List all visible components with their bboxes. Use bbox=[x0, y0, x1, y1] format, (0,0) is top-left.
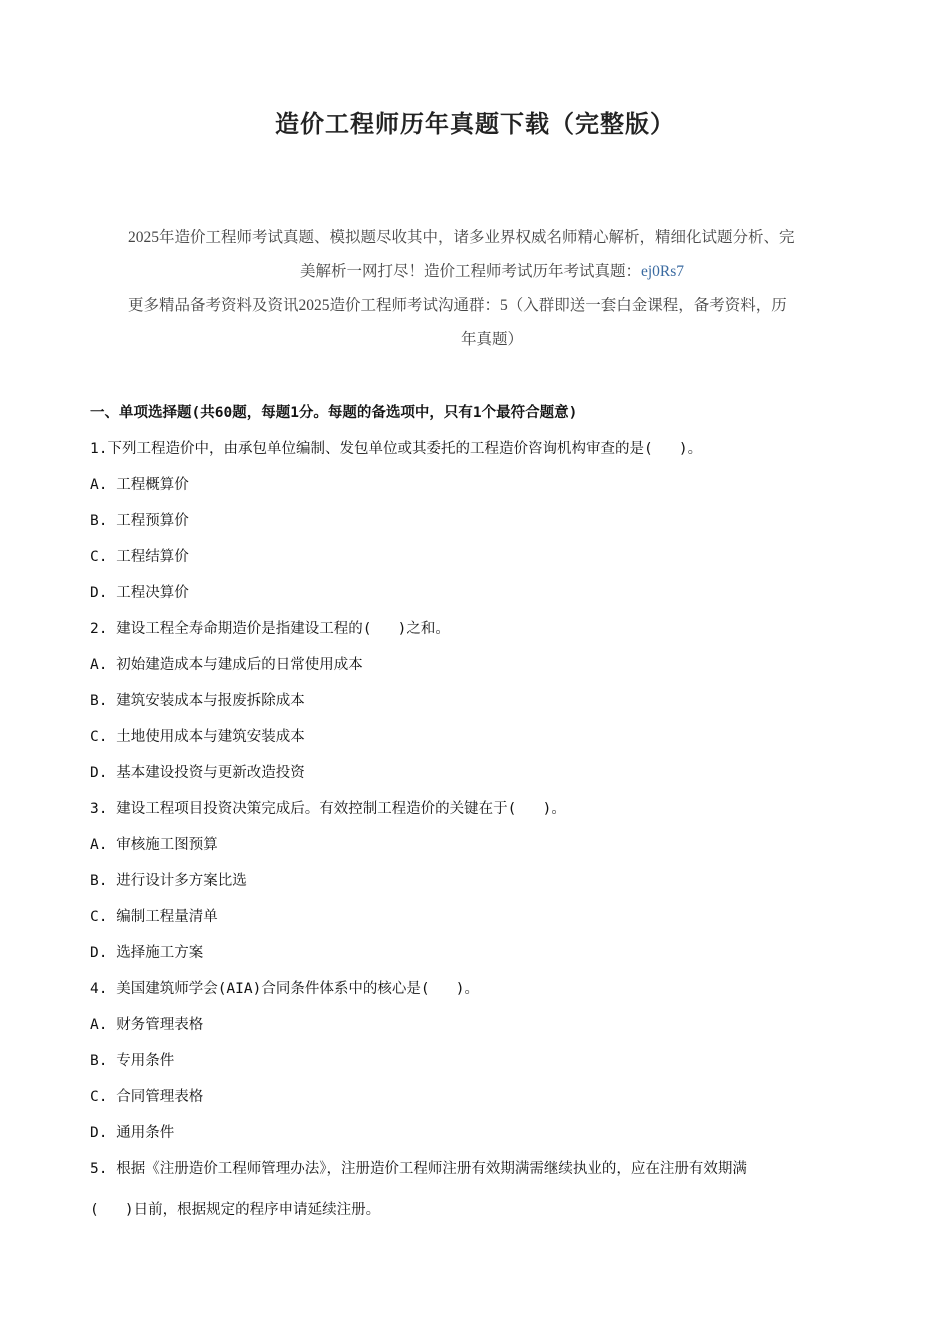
question-line: 2. 建设工程全寿命期造价是指建设工程的( )之和。 bbox=[90, 621, 450, 637]
option-line: C. 合同管理表格 bbox=[90, 1089, 204, 1105]
option-line: B. 建筑安装成本与报废拆除成本 bbox=[90, 693, 305, 709]
intro-line-4: 年真题） bbox=[460, 331, 523, 348]
intro-line-2 bbox=[128, 255, 856, 289]
question-line: 5. 根据《注册造价工程师管理办法》，注册造价工程师注册有效期满需继续执业的，应在注册有效期满 bbox=[90, 1161, 747, 1177]
option-line: D. 工程决算价 bbox=[90, 585, 189, 601]
option-line: D. 选择施工方案 bbox=[90, 945, 204, 961]
intro-line-3: 更多精品备考资料及资讯2025造价工程师考试沟通群：5（入群即送一套白金课程，备考资料，历 bbox=[128, 297, 787, 314]
option-line: B. 专用条件 bbox=[90, 1053, 175, 1069]
document-title: 造价工程师历年真题下载（完整版） bbox=[275, 110, 675, 138]
option-line: C. 土地使用成本与建筑安装成本 bbox=[90, 729, 305, 745]
intro-line-2-text: 美解析一网打尽！造价工程师考试历年考试真题： bbox=[299, 263, 641, 280]
option-line: C. 编制工程量清单 bbox=[90, 909, 218, 925]
intro-block bbox=[128, 221, 856, 357]
intro-line-1: 2025年造价工程师考试真题、模拟题尽收其中，诸多业界权威名师精心解析，精细化试题分析、完 bbox=[128, 229, 795, 246]
option-line: A. 初始建造成本与建成后的日常使用成本 bbox=[90, 657, 363, 673]
question-line: 1.下列工程造价中，由承包单位编制、发包单位或其委托的工程造价咨询机构审查的是( )。 bbox=[90, 441, 703, 457]
option-line: D. 基本建设投资与更新改造投资 bbox=[90, 765, 305, 781]
option-line: B. 工程预算价 bbox=[90, 513, 189, 529]
question-line: 4. 美国建筑师学会(AIA)合同条件体系中的核心是( )。 bbox=[90, 981, 479, 997]
option-line: D. 通用条件 bbox=[90, 1125, 175, 1141]
exam-code: ej0Rs7 bbox=[640, 263, 685, 280]
option-line: C. 工程结算价 bbox=[90, 549, 189, 565]
option-line: A. 财务管理表格 bbox=[90, 1017, 204, 1033]
option-line: B. 进行设计多方案比选 bbox=[90, 873, 247, 889]
section-heading: 一、单项选择题(共60题，每题1分。每题的备选项中，只有1个最符合题意) bbox=[90, 405, 578, 421]
question-line-continued: ( )日前，根据规定的程序申请延续注册。 bbox=[90, 1202, 381, 1218]
option-line: A. 工程概算价 bbox=[90, 477, 189, 493]
option-line: A. 审核施工图预算 bbox=[90, 837, 218, 853]
question-line: 3. 建设工程项目投资决策完成后。有效控制工程造价的关键在于( )。 bbox=[90, 801, 566, 817]
